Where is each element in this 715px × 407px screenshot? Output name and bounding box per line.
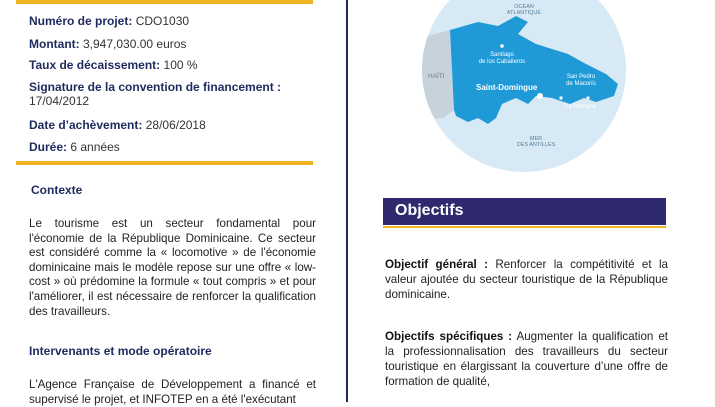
duration-value: 6 années [70, 140, 120, 154]
signature-value: 17/04/2012 [29, 94, 90, 108]
context-paragraph: Le tourisme est un secteur fondamental pour l'économie de la République Dominicaine. Ce secteur est considéré comme la « locomotive » de l'économie dominicaine mais le modèle repose sur une offre « low-cost » où prédomine la formule « tout compris » et pour l'améliorer, il est nécessaire de renforcer la qualification des travailleurs. [29, 217, 316, 318]
map-san-pedro-label: San Pedro de Macorís [566, 74, 596, 87]
general-objective-label: Objectif général : [385, 258, 489, 271]
disbursement-value: 100 % [163, 58, 198, 72]
column-divider [346, 0, 348, 402]
top-gold-rule [16, 0, 313, 4]
amount-label: Montant: [29, 37, 80, 51]
general-objective-text: Renforcer la compétitivité et la valeur ajoutée du secteur touristique de la République dominicaine. [385, 258, 668, 301]
completion-label: Date d’achèvement: [29, 118, 143, 132]
map-santiago-label: Santiago de los Caballeros [478, 52, 526, 65]
general-objective [385, 257, 668, 302]
stakeholders-title: Intervenants et mode opératoire [29, 344, 212, 358]
context-title: Contexte [31, 183, 83, 197]
disbursement-rate [29, 58, 309, 72]
mid-gold-rule [16, 161, 313, 165]
capital-marker [537, 93, 543, 99]
project-number-value: CDO1030 [135, 14, 190, 28]
amount-value: 3,947,030.00 euros [83, 37, 187, 51]
specific-objectives [385, 329, 668, 389]
la-romana-marker [586, 96, 589, 99]
completion-value: 28/06/2018 [145, 118, 206, 132]
duration-label: Durée: [29, 140, 68, 154]
project-number [29, 14, 309, 28]
signature-label: Signature de la convention de financement : [29, 80, 282, 94]
stakeholders-paragraph: L'Agence Française de Développement a financé et supervisé le projet, et INFOTEP en a été l'exécutant [29, 378, 316, 406]
location-map [418, 0, 630, 175]
project-amount [29, 37, 309, 51]
map-capital-label: Saint-Domingue [476, 83, 538, 92]
signature-date [29, 80, 309, 108]
objectives-header: Objectifs [383, 198, 666, 225]
san-pedro-marker [559, 96, 562, 99]
duration [29, 140, 309, 154]
completion-date [29, 118, 309, 132]
disbursement-label: Taux de décaissement: [29, 58, 161, 72]
map-la-romana-label: La Romana [565, 104, 597, 110]
project-number-label: Numéro de projet: [29, 14, 133, 28]
map-ocean-label: OCÉAN ATLANTIQUE [506, 4, 542, 16]
specific-objectives-label: Objectifs spécifiques : [385, 330, 513, 343]
specific-objectives-text: Augmenter la qualification et la professionnalisation des travailleurs du secteur touristique en élargissant la couverture d’une offre de formation de qualité, [385, 330, 668, 388]
map-sea-label: MER DES ANTILLES [516, 136, 556, 148]
santiago-marker [500, 44, 504, 48]
map-haiti-label: HAÏTI [428, 73, 445, 80]
